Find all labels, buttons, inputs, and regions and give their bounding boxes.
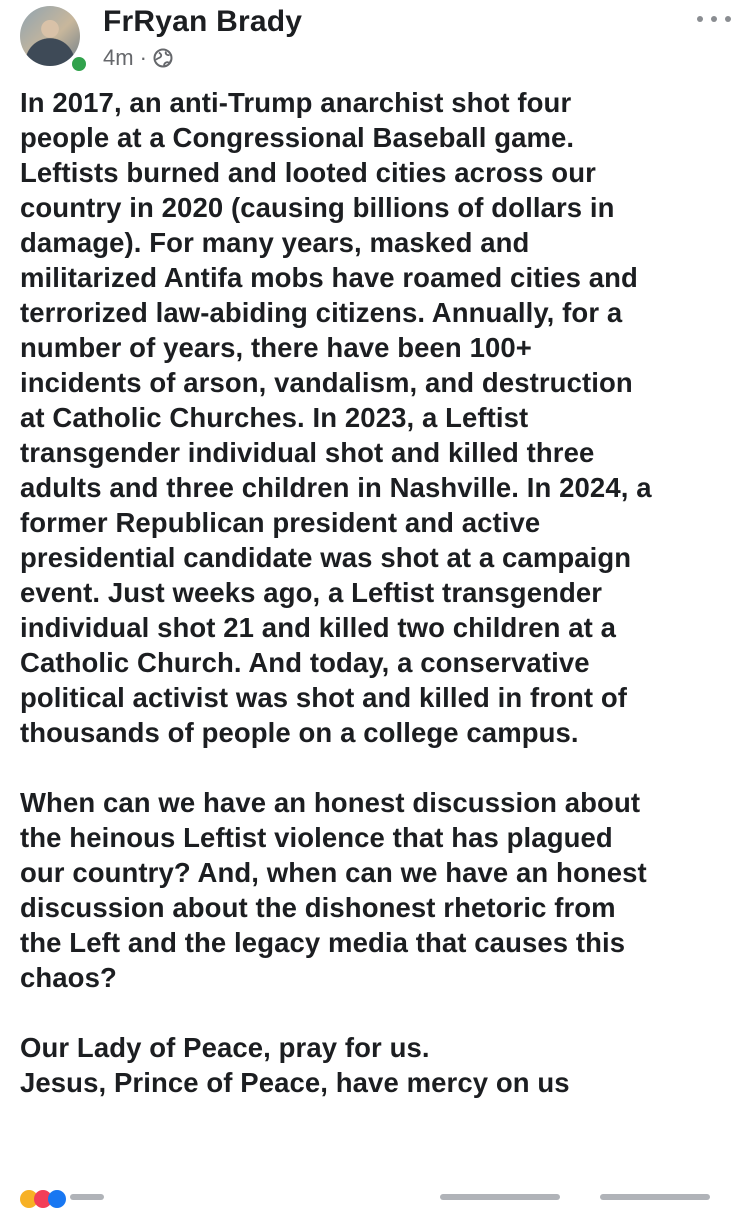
globe-icon[interactable] (153, 48, 173, 68)
text-line: thousands of people on a college campus. (20, 717, 579, 748)
author-name[interactable]: FrRyan Brady (103, 5, 303, 38)
online-status-icon (69, 54, 89, 74)
text-line: individual shot 21 and killed two children at a (20, 612, 617, 643)
post-meta (103, 45, 173, 71)
text-line: Our Lady of Peace, pray for us. (20, 1032, 430, 1063)
text-line: When can we have an honest discussion about (20, 787, 641, 818)
paragraph-1 (20, 85, 742, 750)
shares-count[interactable] (600, 1194, 710, 1200)
paragraph-3 (20, 1030, 742, 1100)
reactions-bar[interactable] (20, 1190, 740, 1200)
text-line: presidential candidate was shot at a campaign (20, 542, 632, 573)
text-line: damage). For many years, masked and (20, 227, 530, 258)
text-line: event. Just weeks ago, a Leftist transgender (20, 577, 603, 608)
text-line: Leftists burned and looted cities across our (20, 157, 596, 188)
text-line: adults and three children in Nashville. In 2024, a (20, 472, 652, 503)
reaction-count[interactable] (70, 1194, 104, 1200)
text-line: the heinous Leftist violence that has plagued (20, 822, 613, 853)
text-line: country in 2020 (causing billions of dollars in (20, 192, 615, 223)
text-line: militarized Antifa mobs have roamed cities and (20, 262, 638, 293)
care-reaction-icon[interactable] (48, 1190, 66, 1208)
text-line: Catholic Church. And today, a conservative (20, 647, 590, 678)
post-text (20, 85, 742, 1100)
text-line: incidents of arson, vandalism, and destruction (20, 367, 633, 398)
text-line: our country? And, when can we have an honest (20, 857, 647, 888)
more-options-icon[interactable] (697, 8, 731, 30)
text-line: the Left and the legacy media that causes this (20, 927, 626, 958)
text-line: terrorized law-abiding citizens. Annually, for a (20, 297, 623, 328)
meta-separator: · (139, 45, 147, 70)
post-header (0, 0, 755, 90)
text-line: people at a Congressional Baseball game. (20, 122, 575, 153)
post-timestamp[interactable]: 4m (103, 45, 134, 70)
text-line: chaos? (20, 962, 117, 993)
text-line: number of years, there have been 100+ (20, 332, 532, 363)
text-line: at Catholic Churches. In 2023, a Leftist (20, 402, 529, 433)
paragraph-gap (20, 995, 742, 1030)
text-line: transgender individual shot and killed three (20, 437, 595, 468)
text-line: In 2017, an anti-Trump anarchist shot four (20, 87, 572, 118)
dot-icon (725, 16, 731, 22)
text-line: Jesus, Prince of Peace, have mercy on us (20, 1067, 570, 1098)
comments-count[interactable] (440, 1194, 560, 1200)
paragraph-gap (20, 750, 742, 785)
dot-icon (697, 16, 703, 22)
text-line: former Republican president and active (20, 507, 541, 538)
dot-icon (711, 16, 717, 22)
text-line: political activist was shot and killed in front of (20, 682, 628, 713)
text-line: discussion about the dishonest rhetoric from (20, 892, 616, 923)
paragraph-2 (20, 785, 742, 995)
